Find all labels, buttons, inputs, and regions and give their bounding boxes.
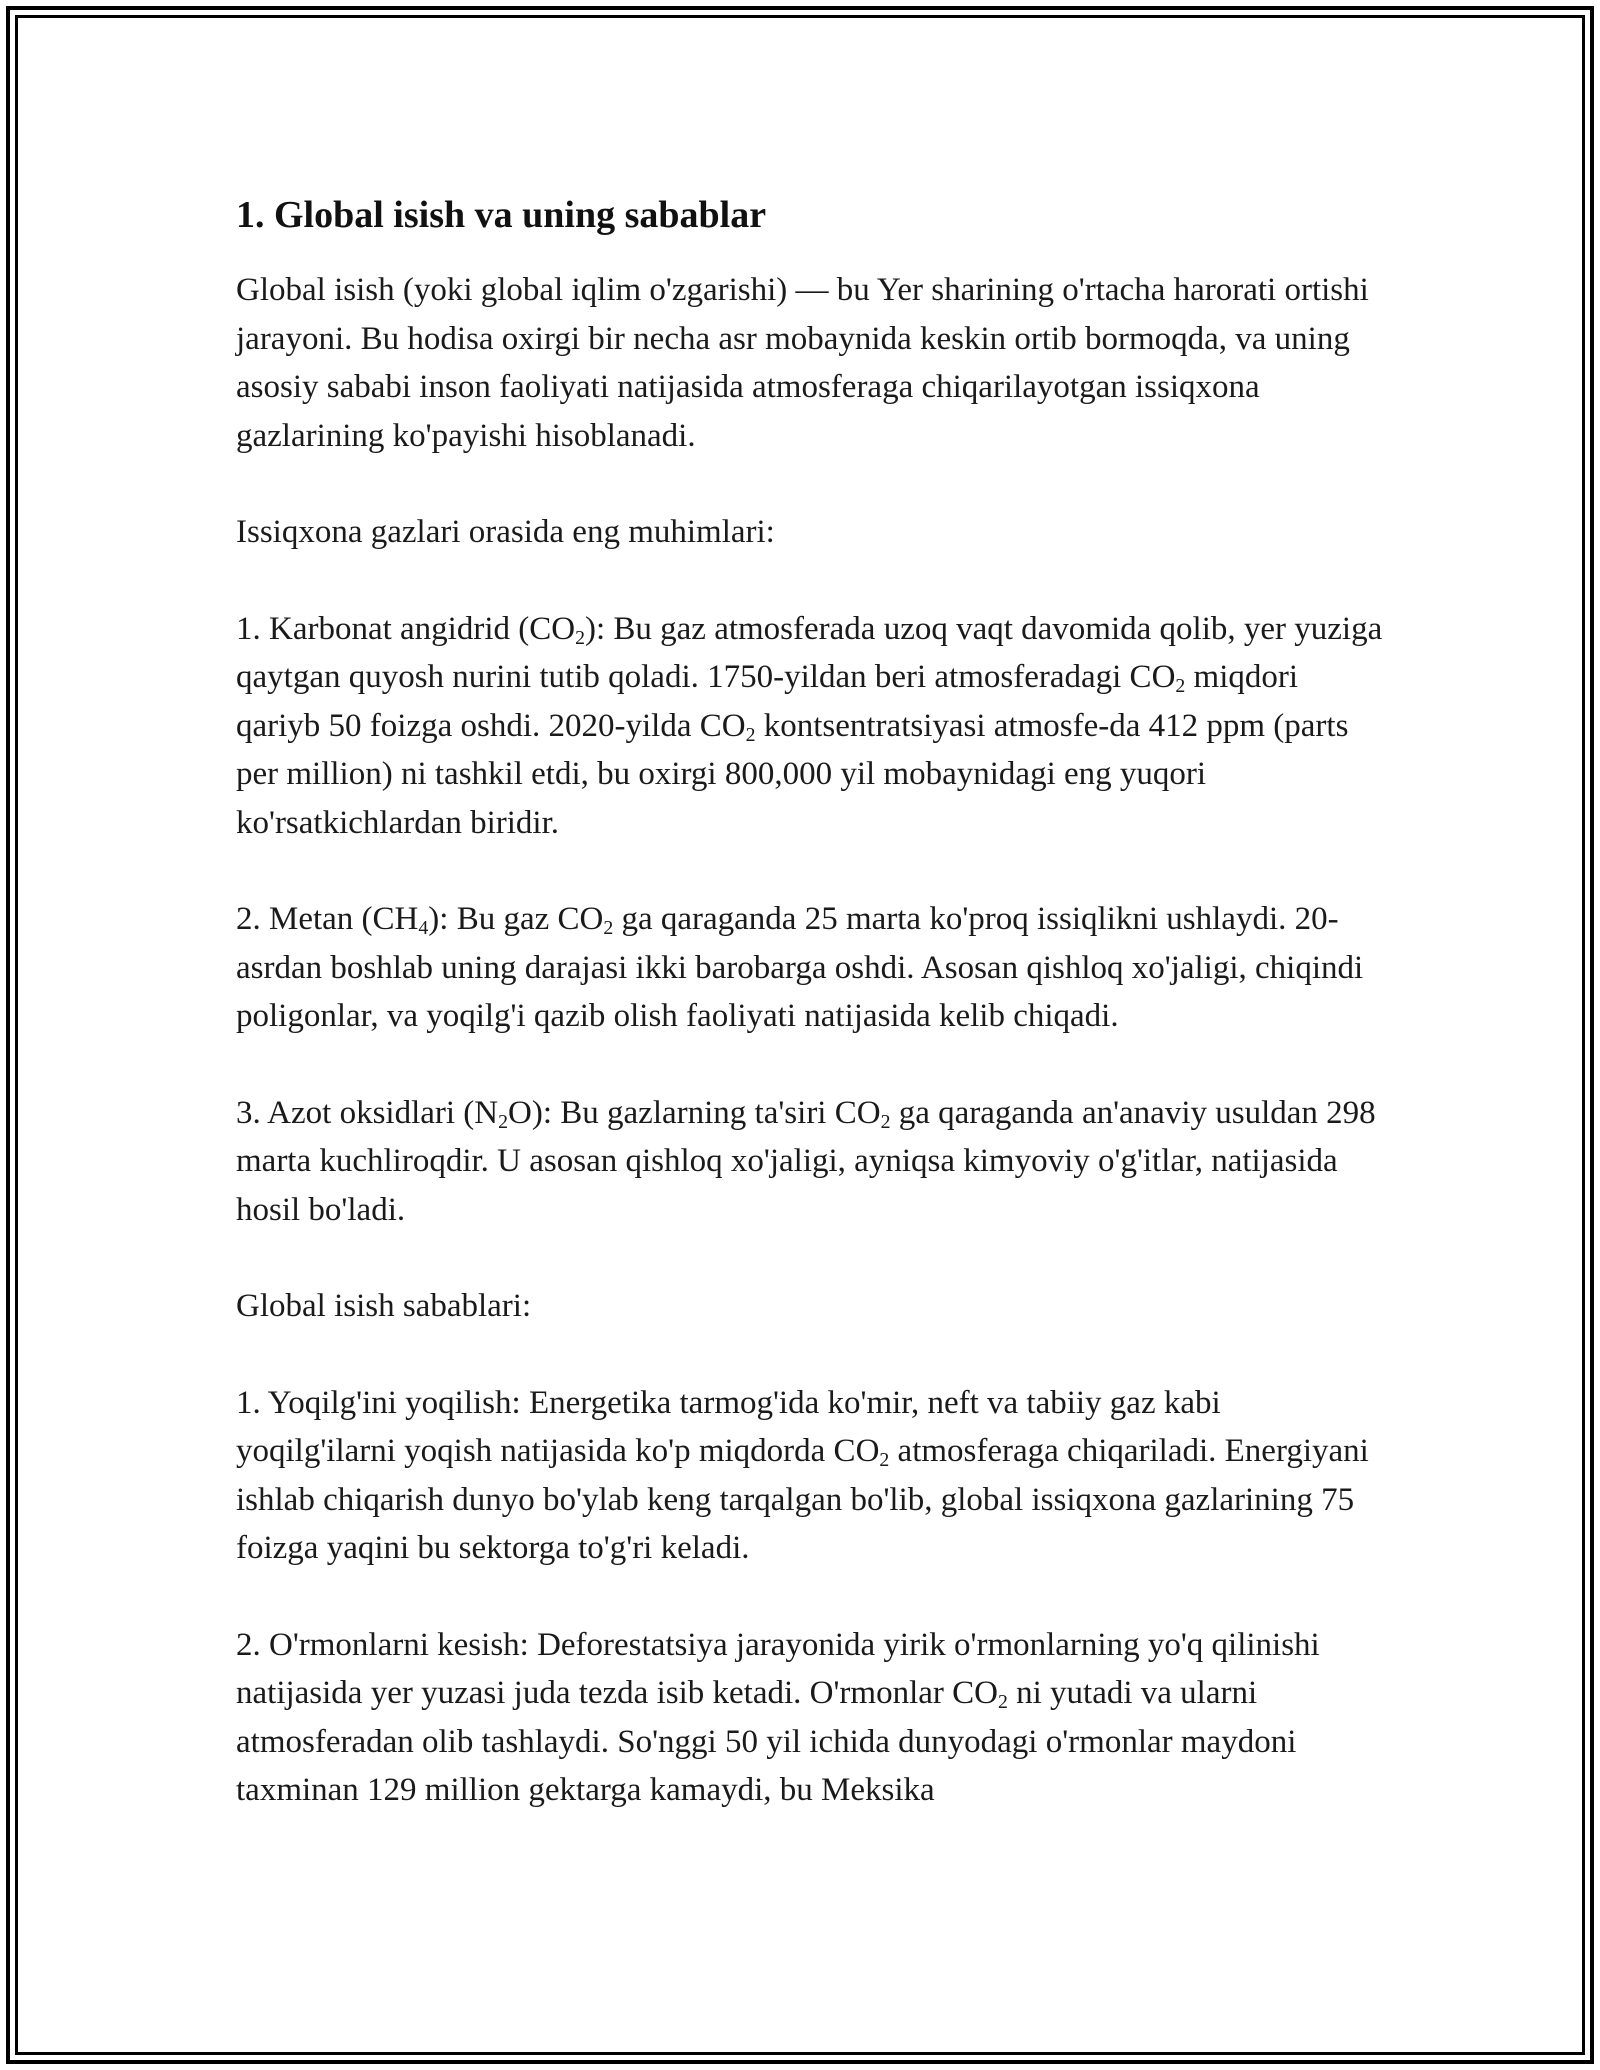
section-heading: 1. Global isish va uning sabablar [236,194,767,236]
causes-heading: Global isish sabablari: [236,1288,532,1324]
cause-item-deforestation: 2. O'rmonlarni kesish: Deforestatsiya jarayonida yirik o'rmonlarning yo'q qilinishi natijasida yer yuzasi juda tezda isib ketadi. O'rmonlar $CO_2$ ni yutadi va ularni atmosferadan olib tashlaydi. So'nggi 50 yil ichida dunyodagi o'rmonlar maydoni taxminan 129 million gektarga kamaydi, bu Meksika [236,1626,1320,1808]
cause-item-fuel: 1. Yoqilg'ini yoqilish: Energetika tarmog'ida ko'mir, neft va tabiiy gaz kabi yoqilg'ilarni yoqish natijasida ko'p miqdorda $CO_2$ atmosferaga chiqariladi. Energiyani ishlab chiqarish dunyo bo'ylab keng tarqalgan bo'lib, global issiqxona gazlarining 75 foizga yaqini bu sektorga to'g'ri keladi. [236,1384,1369,1566]
gas-item-co2: 1. Karbonat angidrid $(CO_2)$: Bu gaz atmosferada uzoq vaqt davomida qolib, yer yuziga qaytgan quyosh nurini tutib qoladi. 1750-yildan beri atmosferadagi $CO_2$ miqdori qariyb 50 foizga oshdi. 2020-yilda $CO_2$ kontsentratsiyasi atmosfe-da 412 ppm (parts per million) ni tashkil etdi, bu oxirgi 800,000 yil mobaynidagi eng yuqori ko'rsatkichlardan biridir. [236,610,1383,841]
gases-heading: Issiqxona gazlari orasida eng muhimlari: [236,514,775,550]
gas-item-nitrous-oxide: 3. Azot oksidlari $(N_2O)$: Bu gazlarning ta'siri $CO_2$ ga qaraganda an'anaviy usuldan 298 marta kuchliroqdir. U asosan qishloq xo'jaligi, ayniqsa kimyoviy o'g'itlar, natijasida hosil bo'ladi. [236,1094,1376,1228]
gas-item-methane: 2. Metan $(CH_4)$: Bu gaz $CO_2$ ga qaraganda 25 marta ko'proq issiqlikni ushlaydi. 20-asrdan boshlab uning darajasi ikki barobarga oshdi. Asosan qishloq xo'jaligi, chiqindi poligonlar, va yoqilg'i qazib olish faoliyati natijasida kelib chiqadi. [236,901,1364,1034]
intro-paragraph: Global isish (yoki global iqlim o'zgarishi) — bu Yer sharining o'rtacha harorati ortishi jarayoni. Bu hodisa oxirgi bir necha asr mobaynida keskin ortib bormoqda, va uning asosiy sababi inson faoliyati natijasida atmosferaga chiqarilayotgan issiqxona gazlarining ko'payishi hisoblanadi. [236,272,1369,454]
document-body [236,190,1386,1863]
